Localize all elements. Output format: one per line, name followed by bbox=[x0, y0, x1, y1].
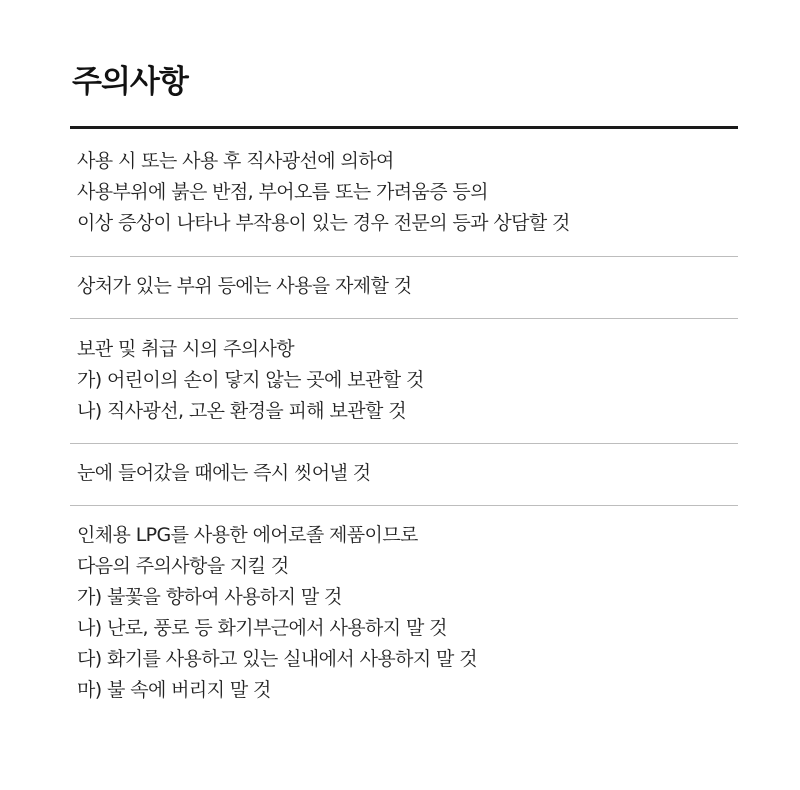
caution-text-line: 인체용 LPG를 사용한 에어로졸 제품이므로 bbox=[77, 524, 418, 546]
caution-text-line: 상처가 있는 부위 등에는 사용을 자제할 것 bbox=[77, 275, 412, 297]
caution-item-wound bbox=[70, 256, 738, 318]
caution-item-eyes bbox=[70, 443, 738, 505]
page-title: 주의사항 bbox=[72, 64, 188, 100]
caution-text-line: 다음의 주의사항을 지킬 것 bbox=[77, 555, 289, 577]
caution-item-sunlight-reaction bbox=[70, 129, 738, 256]
caution-text-line: 보관 및 취급 시의 주의사항 bbox=[77, 338, 295, 360]
caution-text-line: 마) 불 속에 버리지 말 것 bbox=[77, 679, 271, 701]
caution-text-line: 사용 시 또는 사용 후 직사광선에 의하여 bbox=[77, 150, 394, 172]
caution-text-line: 나) 난로, 풍로 등 화기부근에서 사용하지 말 것 bbox=[77, 617, 447, 639]
caution-text-line: 눈에 들어갔을 때에는 즉시 씻어낼 것 bbox=[77, 462, 371, 484]
caution-text-line: 다) 화기를 사용하고 있는 실내에서 사용하지 말 것 bbox=[77, 648, 477, 670]
caution-text-line: 가) 불꽃을 향하여 사용하지 말 것 bbox=[77, 586, 342, 608]
caution-item-aerosol bbox=[70, 505, 738, 716]
caution-text-line: 이상 증상이 나타나 부작용이 있는 경우 전문의 등과 상담할 것 bbox=[77, 212, 570, 234]
caution-item-storage bbox=[70, 318, 738, 443]
caution-list bbox=[70, 129, 738, 716]
caution-text-line: 사용부위에 붉은 반점, 부어오름 또는 가려움증 등의 bbox=[77, 181, 488, 203]
caution-text-line: 나) 직사광선, 고온 환경을 피해 보관할 것 bbox=[77, 400, 406, 422]
caution-text-line: 가) 어린이의 손이 닿지 않는 곳에 보관할 것 bbox=[77, 369, 424, 391]
